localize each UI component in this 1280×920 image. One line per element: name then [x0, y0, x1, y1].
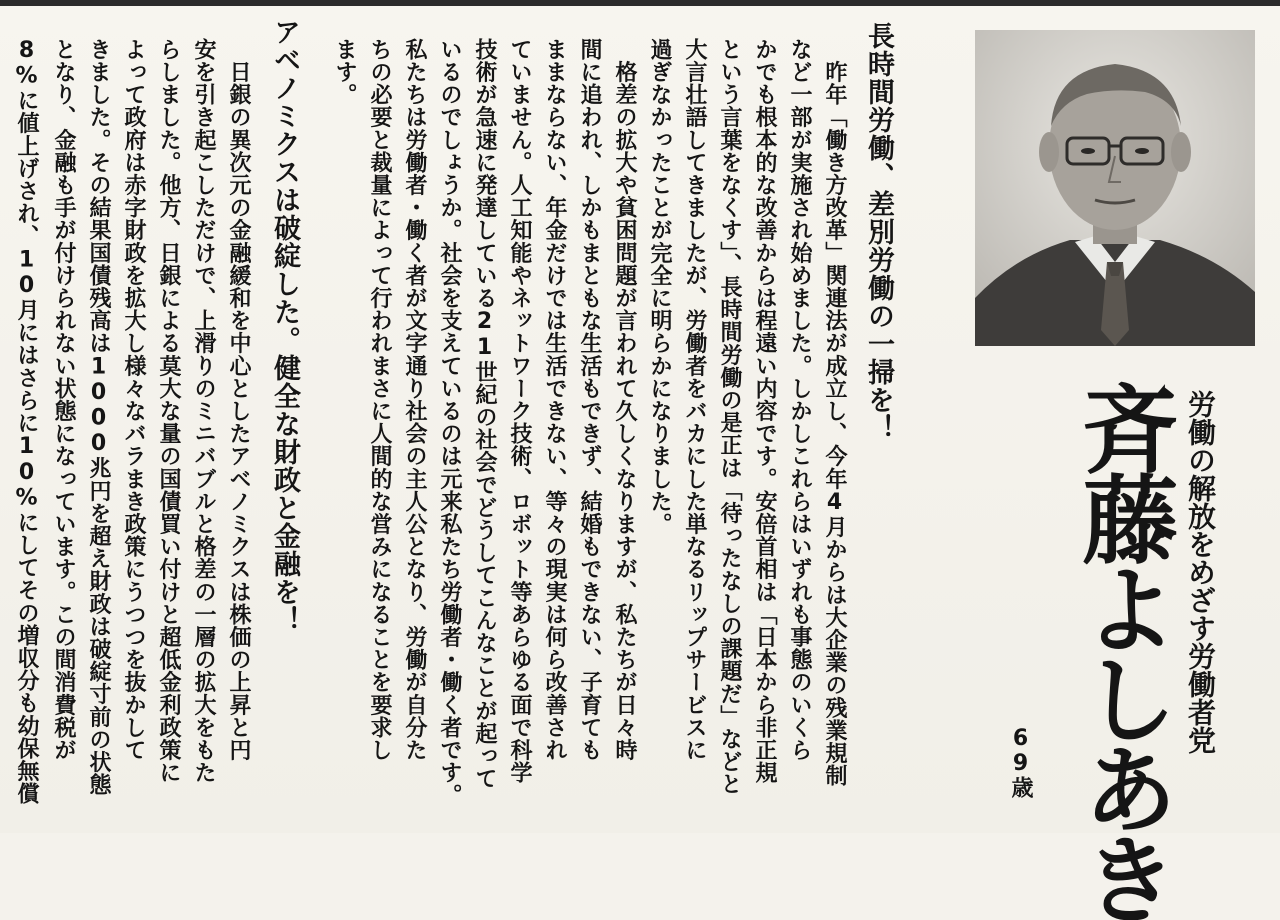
body-line: いるのでしょうか。社会を支えているのは元来私たち労働者・働く者です。 [437, 38, 462, 807]
body-line: 昨年「働き方改革」関連法が成立し、今年4月からは大企業の残業規制 [822, 38, 847, 787]
top-border [0, 0, 1280, 6]
body-line: となり、金融も手が付けられない状態になっています。この間消費税が [51, 38, 76, 762]
portrait-image [975, 30, 1255, 346]
body-line: 格差の拡大や貧困問題が言われて久しくなりますが、私たちが日々時 [612, 38, 637, 762]
body-line: らしました。他方、日銀による莫大な量の国債買い付けと超低金利政策に [156, 38, 181, 784]
body-line: 8%に値上げされ、10月にはさらに10%にしてその増収分も幼保無償 [14, 38, 39, 805]
body-line: という言葉をなくす」、長時間労働の是正は「待ったなしの課題だ」などと [717, 38, 742, 796]
candidate-photo [975, 30, 1255, 346]
body-line: 日銀の異次元の金融緩和を中心としたアベノミクスは株価の上昇と円 [226, 38, 251, 762]
body-line: ます。 [332, 38, 357, 106]
body-line: ていません。人工知能やネットワーク技術、ロボット等あらゆる面で科学 [507, 38, 532, 784]
body-line: 間に追われ、しかもまともな生活もできず、結婚もできない、子育ても [577, 38, 602, 762]
body-line: よって政府は赤字財政を拡大し様々なバラまき政策にうつつを抜かして [121, 38, 146, 762]
candidate-age: 69歳 [1008, 726, 1033, 798]
body-line: 私たちは労働者・働く者が文字通り社会の主人公となり、労働が自分た [402, 38, 427, 762]
body-line: 技術が急速に発達している21世紀の社会でどうしてこんなことが起って [472, 38, 497, 790]
candidate-name: 斉藤よしあき [1067, 380, 1179, 920]
body-line: 安を引き起こしただけで、上滑りのミニバブルと格差の一層の拡大をもた [191, 38, 216, 784]
headline-long-hours: 長時間労働、差別労働の一掃を！ [863, 22, 894, 442]
headline-abenomics: アベノミクスは破綻した。健全な財政と金融を！ [269, 18, 300, 634]
body-line: など一部が実施され始めました。しかしこれらはいずれも事態のいくら [787, 38, 812, 762]
body-line: 大言壮語してきましたが、労働者をバカにした単なるリップサービスに [682, 38, 707, 762]
body-line: ちの必要と裁量によって行われまさに人間的な営みになることを要求し [367, 38, 392, 762]
body-line: かでも根本的な改善からは程遠い内容です。安倍首相は「日本から非正規 [752, 38, 777, 784]
body-line: 過ぎなかったことが完全に明らかになりました。 [647, 38, 672, 536]
body-line: きました。その結果国債残高は1000兆円を超え財政は破綻寸前の状態 [86, 38, 111, 796]
body-line: ままならない、年金だけでは生活できない、等々の現実は何ら改善され [542, 38, 567, 762]
party-slogan: 労働の解放をめざす労働者党 [1184, 390, 1217, 754]
